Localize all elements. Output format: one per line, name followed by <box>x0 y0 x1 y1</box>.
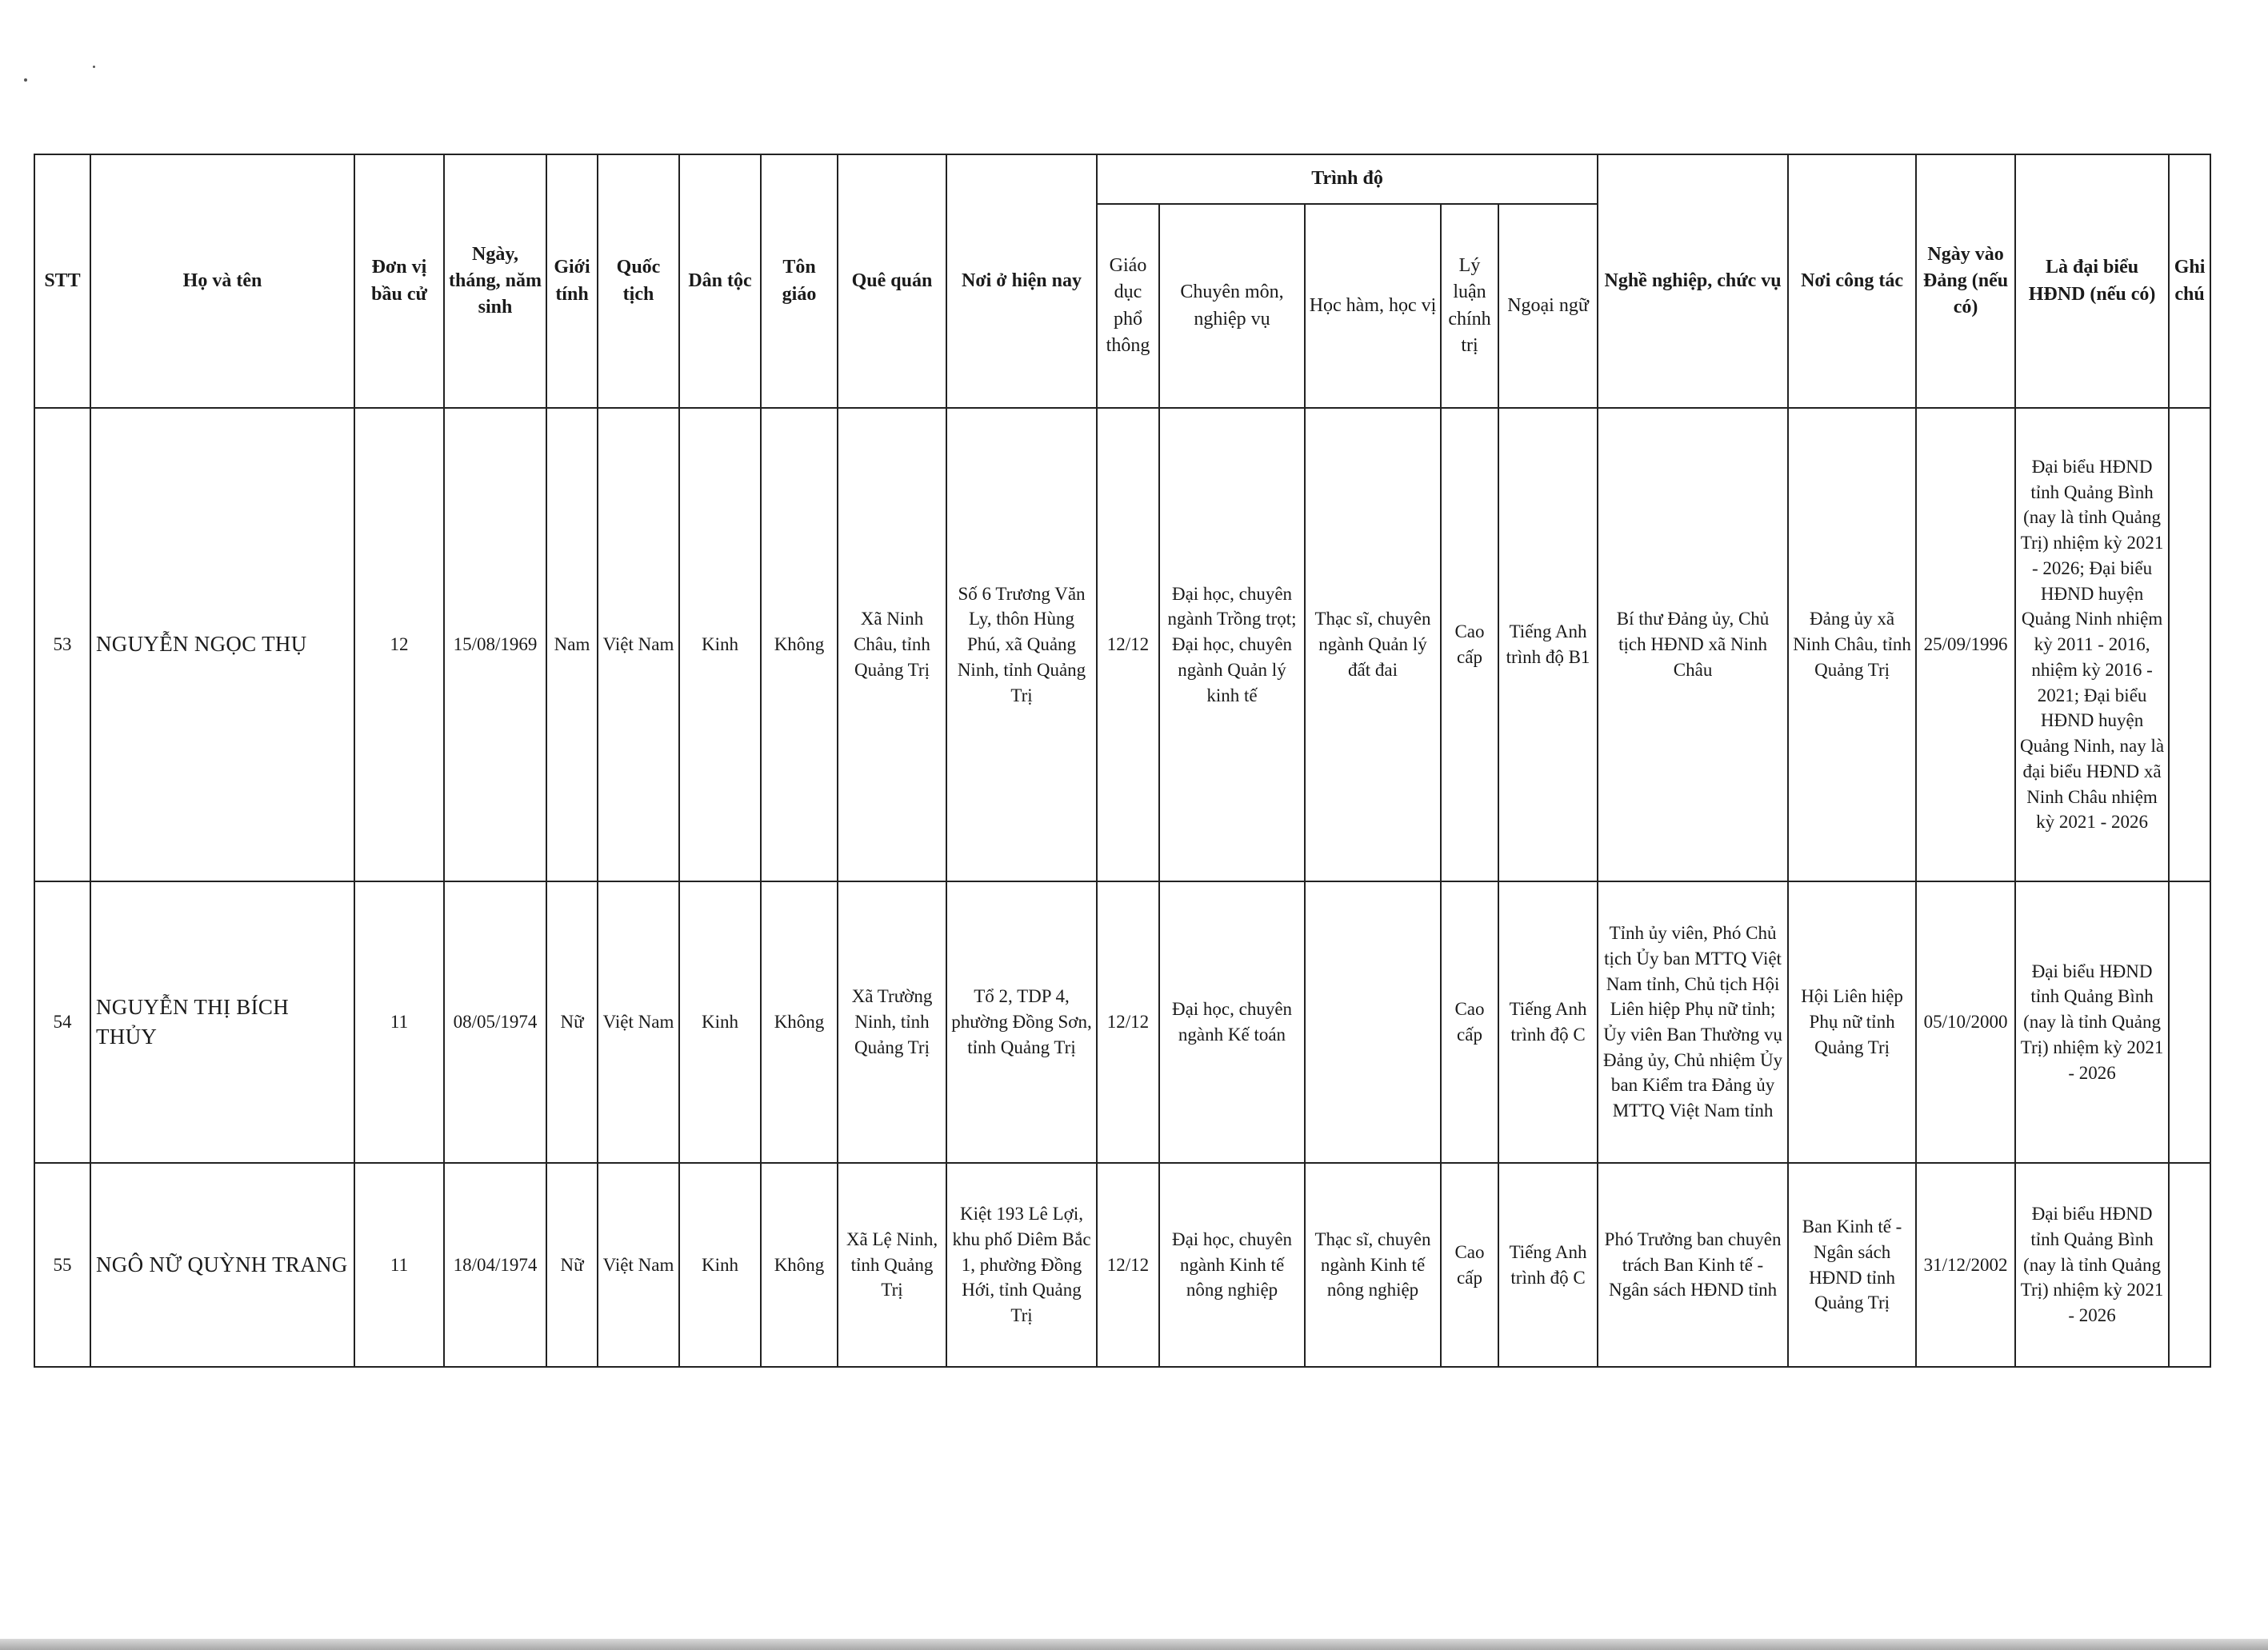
cell-giao-duc: 12/12 <box>1097 408 1159 881</box>
cell-noi-cong-tac: Đảng ủy xã Ninh Châu, tỉnh Quảng Trị <box>1788 408 1916 881</box>
cell-ly-luan: Cao cấp <box>1441 408 1498 881</box>
cell-noi-o: Tổ 2, TDP 4, phường Đồng Sơn, tỉnh Quảng Trị <box>946 881 1097 1163</box>
cell-ngay-vao-dang: 25/09/1996 <box>1916 408 2015 881</box>
header-ho-ten: Họ và tên <box>90 154 354 408</box>
cell-ngay-sinh: 08/05/1974 <box>444 881 546 1163</box>
cell-gioi-tinh: Nam <box>546 408 598 881</box>
cell-ngay-vao-dang: 31/12/2002 <box>1916 1163 2015 1367</box>
cell-giao-duc: 12/12 <box>1097 1163 1159 1367</box>
header-ton-giao: Tôn giáo <box>761 154 838 408</box>
cell-ngoai-ngu: Tiếng Anh trình độ B1 <box>1498 408 1598 881</box>
header-ngay-sinh: Ngày, tháng, năm sinh <box>444 154 546 408</box>
cell-gioi-tinh: Nữ <box>546 1163 598 1367</box>
cell-stt: 55 <box>34 1163 90 1367</box>
cell-chuyen-mon: Đại học, chuyên ngành Kinh tế nông nghiệp <box>1159 1163 1305 1367</box>
cell-ngay-sinh: 15/08/1969 <box>444 408 546 881</box>
cell-dai-bieu: Đại biểu HĐND tỉnh Quảng Bình (nay là tỉnh Quảng Trị) nhiệm kỳ 2021 - 2026; Đại biểu HĐND huyện Quảng Ninh nhiệm kỳ 2011 - 2016, nhiệm kỳ 2016 - 2021; Đại biểu HĐND huyện Quảng Ninh, nay là đại biểu HĐND xã Ninh Châu nhiệm kỳ 2021 - 2026 <box>2015 408 2169 881</box>
cell-ngay-sinh: 18/04/1974 <box>444 1163 546 1367</box>
scan-bottom-edge <box>0 1639 2268 1650</box>
cell-ghi-chu <box>2169 881 2210 1163</box>
cell-dan-toc: Kinh <box>679 881 761 1163</box>
cell-noi-cong-tac: Hội Liên hiệp Phụ nữ tỉnh Quảng Trị <box>1788 881 1916 1163</box>
cell-gioi-tinh: Nữ <box>546 881 598 1163</box>
cell-dan-toc: Kinh <box>679 408 761 881</box>
header-quoc-tich: Quốc tịch <box>598 154 679 408</box>
header-nghe-nghiep: Nghề nghiệp, chức vụ <box>1598 154 1788 408</box>
candidate-table <box>34 154 2211 1368</box>
header-noi-o: Nơi ở hiện nay <box>946 154 1097 408</box>
table-row <box>34 881 2210 1163</box>
scan-speck <box>93 66 95 68</box>
cell-ton-giao: Không <box>761 408 838 881</box>
header-ghi-chu: Ghi chú <box>2169 154 2210 408</box>
cell-ngoai-ngu: Tiếng Anh trình độ C <box>1498 881 1598 1163</box>
cell-ho-ten: NGUYỄN NGỌC THỤ <box>90 408 354 881</box>
cell-dan-toc: Kinh <box>679 1163 761 1367</box>
cell-ton-giao: Không <box>761 1163 838 1367</box>
header-hoc-ham: Học hàm, học vị <box>1305 204 1441 408</box>
cell-ly-luan: Cao cấp <box>1441 881 1498 1163</box>
header-dai-bieu: Là đại biểu HĐND (nếu có) <box>2015 154 2169 408</box>
header-ngay-vao-dang: Ngày vào Đảng (nếu có) <box>1916 154 2015 408</box>
cell-quoc-tich: Việt Nam <box>598 408 679 881</box>
cell-giao-duc: 12/12 <box>1097 881 1159 1163</box>
header-stt: STT <box>34 154 90 408</box>
cell-dai-bieu: Đại biểu HĐND tỉnh Quảng Bình (nay là tỉnh Quảng Trị) nhiệm kỳ 2021 - 2026 <box>2015 1163 2169 1367</box>
header-giao-duc: Giáo dục phổ thông <box>1097 204 1159 408</box>
cell-noi-o: Kiệt 193 Lê Lợi, khu phố Diêm Bắc 1, phường Đồng Hới, tỉnh Quảng Trị <box>946 1163 1097 1367</box>
cell-chuyen-mon: Đại học, chuyên ngành Kế toán <box>1159 881 1305 1163</box>
header-ly-luan: Lý luận chính trị <box>1441 204 1498 408</box>
cell-nghe-nghiep: Phó Trưởng ban chuyên trách Ban Kinh tế - Ngân sách HĐND tỉnh <box>1598 1163 1788 1367</box>
cell-noi-cong-tac: Ban Kinh tế - Ngân sách HĐND tỉnh Quảng Trị <box>1788 1163 1916 1367</box>
cell-chuyen-mon: Đại học, chuyên ngành Trồng trọt; Đại học, chuyên ngành Quản lý kinh tế <box>1159 408 1305 881</box>
cell-noi-o: Số 6 Trương Văn Ly, thôn Hùng Phú, xã Quảng Ninh, tỉnh Quảng Trị <box>946 408 1097 881</box>
cell-stt: 54 <box>34 881 90 1163</box>
cell-ghi-chu <box>2169 1163 2210 1367</box>
cell-ho-ten: NGÔ NỮ QUỲNH TRANG <box>90 1163 354 1367</box>
header-que-quan: Quê quán <box>838 154 946 408</box>
header-dan-toc: Dân tộc <box>679 154 761 408</box>
cell-que-quan: Xã Lệ Ninh, tỉnh Quảng Trị <box>838 1163 946 1367</box>
table-header-row <box>34 154 2210 204</box>
table-row <box>34 1163 2210 1367</box>
cell-nghe-nghiep: Bí thư Đảng ủy, Chủ tịch HĐND xã Ninh Châu <box>1598 408 1788 881</box>
cell-dai-bieu: Đại biểu HĐND tỉnh Quảng Bình (nay là tỉnh Quảng Trị) nhiệm kỳ 2021 - 2026 <box>2015 881 2169 1163</box>
header-don-vi: Đơn vị bầu cử <box>354 154 444 408</box>
header-chuyen-mon: Chuyên môn, nghiệp vụ <box>1159 204 1305 408</box>
cell-ho-ten: NGUYỄN THỊ BÍCH THỦY <box>90 881 354 1163</box>
cell-don-vi: 11 <box>354 881 444 1163</box>
table-row <box>34 408 2210 881</box>
cell-quoc-tich: Việt Nam <box>598 1163 679 1367</box>
cell-stt: 53 <box>34 408 90 881</box>
cell-quoc-tich: Việt Nam <box>598 881 679 1163</box>
cell-ghi-chu <box>2169 408 2210 881</box>
cell-ngoai-ngu: Tiếng Anh trình độ C <box>1498 1163 1598 1367</box>
header-trinh-do: Trình độ <box>1097 154 1598 204</box>
cell-don-vi: 11 <box>354 1163 444 1367</box>
cell-hoc-ham <box>1305 881 1441 1163</box>
scan-speck <box>24 78 27 82</box>
cell-nghe-nghiep: Tỉnh ủy viên, Phó Chủ tịch Ủy ban MTTQ Việt Nam tỉnh, Chủ tịch Hội Liên hiệp Phụ nữ tỉnh; Ủy viên Ban Thường vụ Đảng ủy, Chủ nhiệm Ủy ban Kiểm tra Đảng ủy MTTQ Việt Nam tỉnh <box>1598 881 1788 1163</box>
header-ngoai-ngu: Ngoại ngữ <box>1498 204 1598 408</box>
cell-hoc-ham: Thạc sĩ, chuyên ngành Kinh tế nông nghiệp <box>1305 1163 1441 1367</box>
header-gioi-tinh: Giới tính <box>546 154 598 408</box>
cell-hoc-ham: Thạc sĩ, chuyên ngành Quản lý đất đai <box>1305 408 1441 881</box>
cell-ton-giao: Không <box>761 881 838 1163</box>
cell-que-quan: Xã Ninh Châu, tỉnh Quảng Trị <box>838 408 946 881</box>
cell-ly-luan: Cao cấp <box>1441 1163 1498 1367</box>
cell-don-vi: 12 <box>354 408 444 881</box>
header-noi-cong-tac: Nơi công tác <box>1788 154 1916 408</box>
cell-ngay-vao-dang: 05/10/2000 <box>1916 881 2015 1163</box>
cell-que-quan: Xã Trường Ninh, tỉnh Quảng Trị <box>838 881 946 1163</box>
